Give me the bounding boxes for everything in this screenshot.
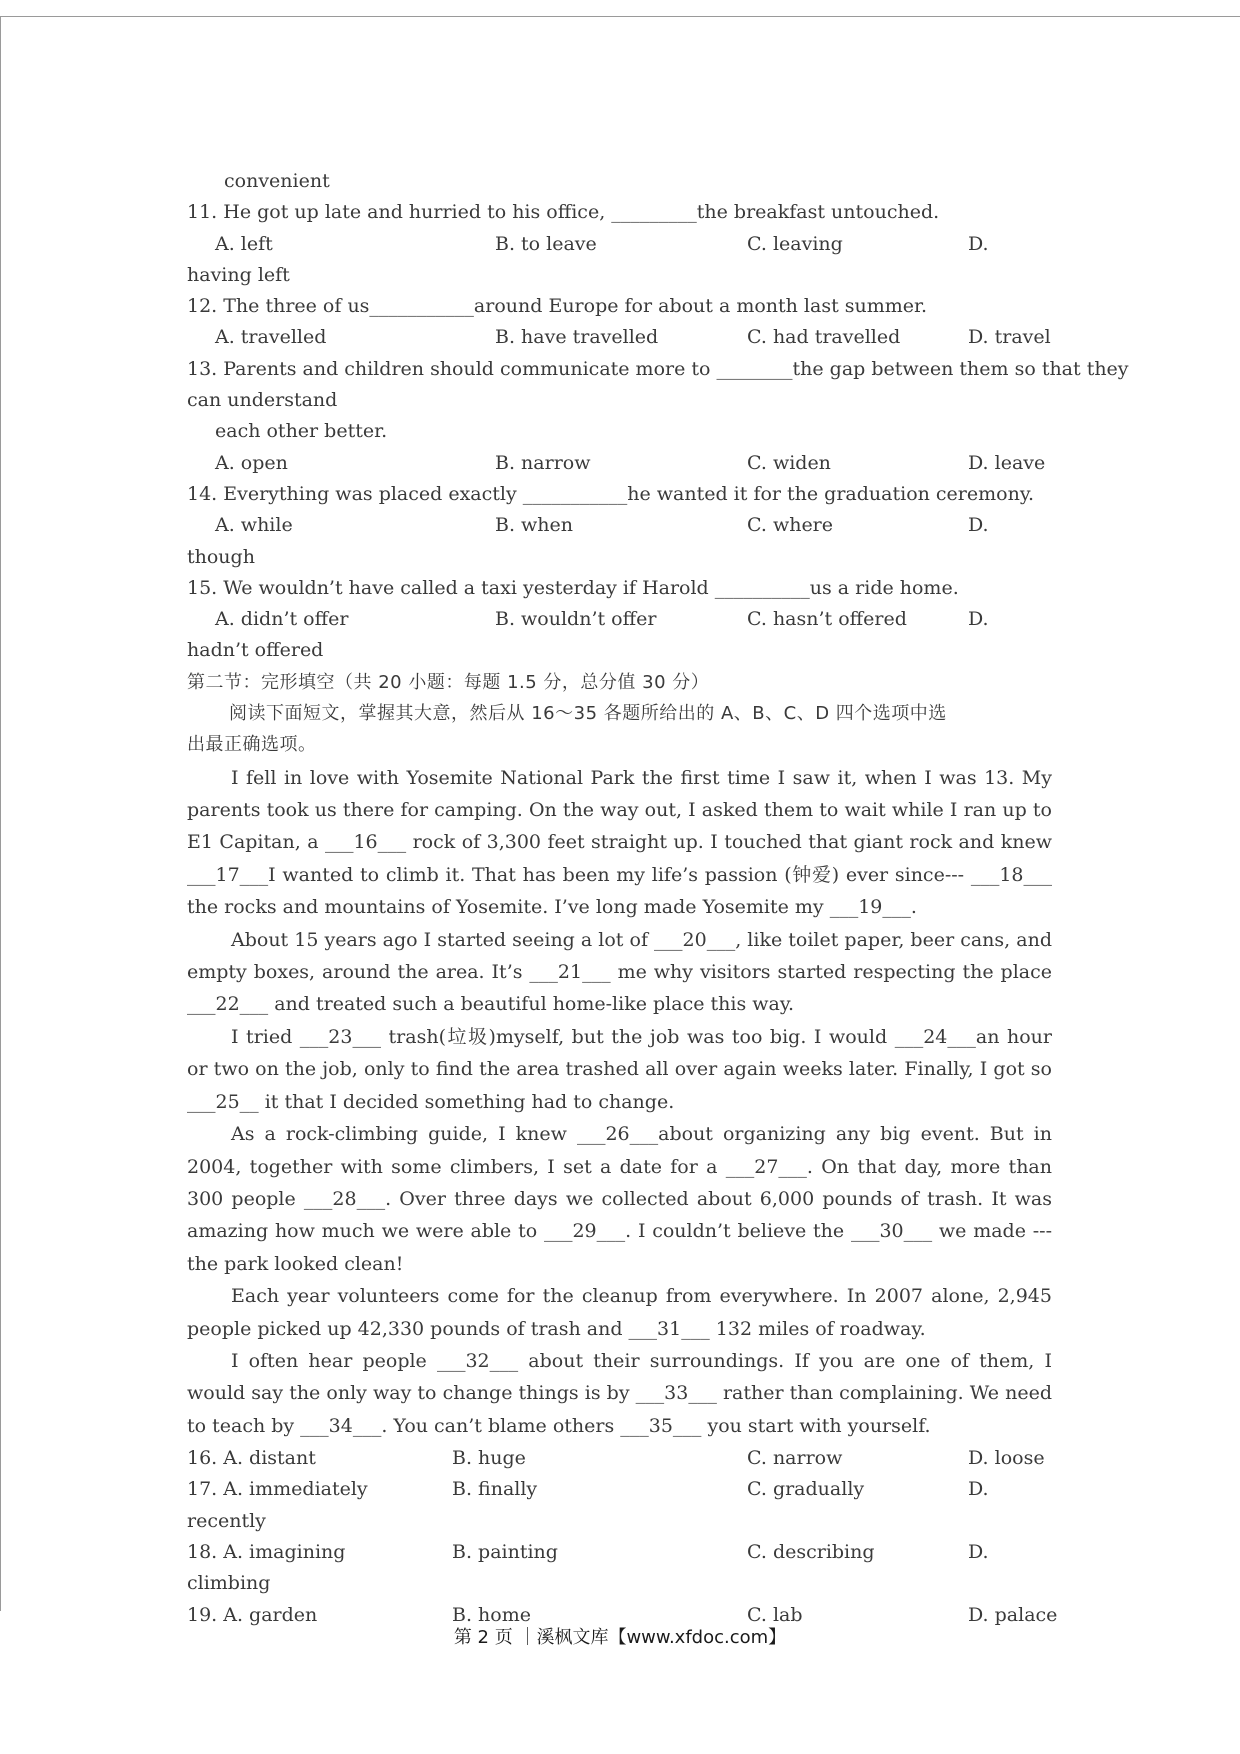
- question-15-stem: 15. We wouldn’t have called a taxi yesterday if Harold __________us a ride home.: [187, 576, 959, 599]
- page-edge-left: [0, 16, 1, 1611]
- option-c: C. hasn’t offered: [747, 608, 907, 631]
- option-a: A. while: [215, 514, 293, 537]
- option-d: D.: [968, 232, 989, 255]
- question-14-stem: 14. Everything was placed exactly ___________he wanted it for the graduation ceremony.: [187, 482, 1035, 505]
- question-13-options: [187, 448, 1052, 479]
- option-b: B. home: [452, 1603, 531, 1626]
- option-c: C. had travelled: [747, 326, 901, 349]
- question-13-stem-wrap: can understand: [187, 389, 338, 412]
- option-b: B. finally: [452, 1478, 538, 1501]
- question-11-options: [187, 229, 1052, 260]
- option-b: B. have travelled: [495, 326, 659, 349]
- question-12-stem: 12. The three of us___________around Europe for about a month last summer.: [187, 295, 928, 318]
- option-c: C. lab: [747, 1603, 803, 1626]
- option-a: 17. A. immediately: [187, 1478, 368, 1501]
- option-b: B. to leave: [495, 232, 597, 255]
- option-c: C. describing: [747, 1541, 875, 1564]
- passage-paragraph: About 15 years ago I started seeing a lot of ___20___, like toilet paper, beer cans, and empty boxes, around the area. It’s ___21___ me why visitors started respecting the place ___22___ and treated such a beautiful home-like place this way.: [187, 928, 1052, 1016]
- option-c: C. widen: [747, 451, 831, 474]
- option-continuation: convenient: [224, 170, 330, 192]
- passage-paragraph: I often hear people ___32___ about their surroundings. If you are one of them, I would say the only way to change things is by ___33___ rather than complaining. We need to teach by ___34___. You can’t blame others ___35___ you start with yourself.: [187, 1349, 1052, 1437]
- question-13-stem-wrap-2: each other better.: [215, 420, 388, 443]
- option-b: B. wouldn’t offer: [495, 608, 657, 631]
- option-b: B. when: [495, 514, 574, 537]
- option-a: A. didn’t offer: [215, 608, 349, 631]
- passage-paragraph: As a rock-climbing guide, I knew ___26___about organizing any big event. But in 2004, together with some climbers, I set a date for a ___27___. On that day, more than 300 people ___28___. Over three days we collected about 6,000 pounds of trash. It was amazing how much we were able to ___29___. I couldn’t believe the ___30___ we made ---the park looked clean!: [187, 1123, 1052, 1275]
- passage-paragraph: I fell in love with Yosemite National Park the first time I saw it, when I was 13. My parents took us there for camping. On the way out, I asked them to wait while I ran up to E1 Capitan, a ___16___ rock of 3,300 feet straight up. I touched that giant rock and knew ___17___I wanted to climb it. That has been my life’s passion (钟爱) ever since--- ___18___ the rocks and mountains of Yosemite. I’ve long made Yosemite my ___19___.: [187, 766, 1052, 919]
- page-footer: 第 2 页 ｜溪枫文库【www.xfdoc.com】: [453, 1627, 787, 1648]
- option-a: 16. A. distant: [187, 1447, 316, 1470]
- option-c: C. narrow: [747, 1447, 843, 1470]
- section-2-instructions: 阅读下面短文，掌握其大意，然后从 16～35 各题所给出的 A、B、C、D 四个选项中选: [229, 703, 947, 725]
- option-d: D.: [968, 1541, 989, 1564]
- option-a: 18. A. imagining: [187, 1541, 346, 1564]
- question-11-stem: 11. He got up late and hurried to his office, _________the breakfast untouched.: [187, 201, 940, 224]
- question-17-options: [187, 1474, 1052, 1505]
- question-16-options: [187, 1443, 1052, 1474]
- passage-paragraph: Each year volunteers come for the cleanup from everywhere. In 2007 alone, 2,945 people picked up 42,330 pounds of trash and ___31___ 132 miles of roadway.: [187, 1285, 1052, 1340]
- option-b: B. narrow: [495, 451, 591, 474]
- passage-paragraph: I tried ___23___ trash(垃圾)myself, but the job was too big. I would ___24___an hour or two on the job, only to find the area trashed all over again weeks later. Finally, I got so ___25__ it that I decided something had to change.: [187, 1025, 1052, 1113]
- question-13-stem: 13. Parents and children should communicate more to ________the gap between them so that they: [187, 357, 1129, 380]
- section-2-instructions-wrap: 出最正确选项。: [187, 734, 317, 756]
- question-12-options: [187, 322, 1052, 353]
- option-a: 19. A. garden: [187, 1603, 318, 1626]
- option-a: A. left: [215, 232, 273, 255]
- question-15-options: [187, 604, 1052, 635]
- option-d-wrap: having left: [187, 263, 290, 286]
- option-d: D.: [968, 608, 989, 631]
- option-b: B. huge: [452, 1447, 526, 1470]
- option-d-wrap: recently: [187, 1509, 266, 1532]
- option-d-wrap: hadn’t offered: [187, 639, 324, 662]
- question-14-options: [187, 510, 1052, 541]
- exam-page-content: [187, 166, 1129, 1631]
- section-2-heading: 第二节：完形填空（共 20 小题：每题 1.5 分，总分值 30 分）: [187, 671, 710, 693]
- option-d: D. loose: [968, 1447, 1045, 1470]
- option-d: D.: [968, 514, 989, 537]
- option-a: A. open: [215, 451, 288, 474]
- option-c: C. gradually: [747, 1478, 865, 1501]
- cloze-passage: [187, 762, 1052, 1443]
- option-d: D. leave: [968, 451, 1046, 474]
- option-d-wrap: though: [187, 545, 255, 568]
- option-b: B. painting: [452, 1541, 558, 1564]
- option-d-wrap: climbing: [187, 1572, 271, 1595]
- option-c: C. where: [747, 514, 834, 537]
- option-d: D. travel: [968, 326, 1051, 349]
- option-c: C. leaving: [747, 232, 843, 255]
- question-18-options: [187, 1537, 1052, 1568]
- option-d: D.: [968, 1478, 989, 1501]
- option-a: A. travelled: [215, 326, 327, 349]
- page-edge-top: [0, 16, 1240, 17]
- option-d: D. palace: [968, 1603, 1058, 1626]
